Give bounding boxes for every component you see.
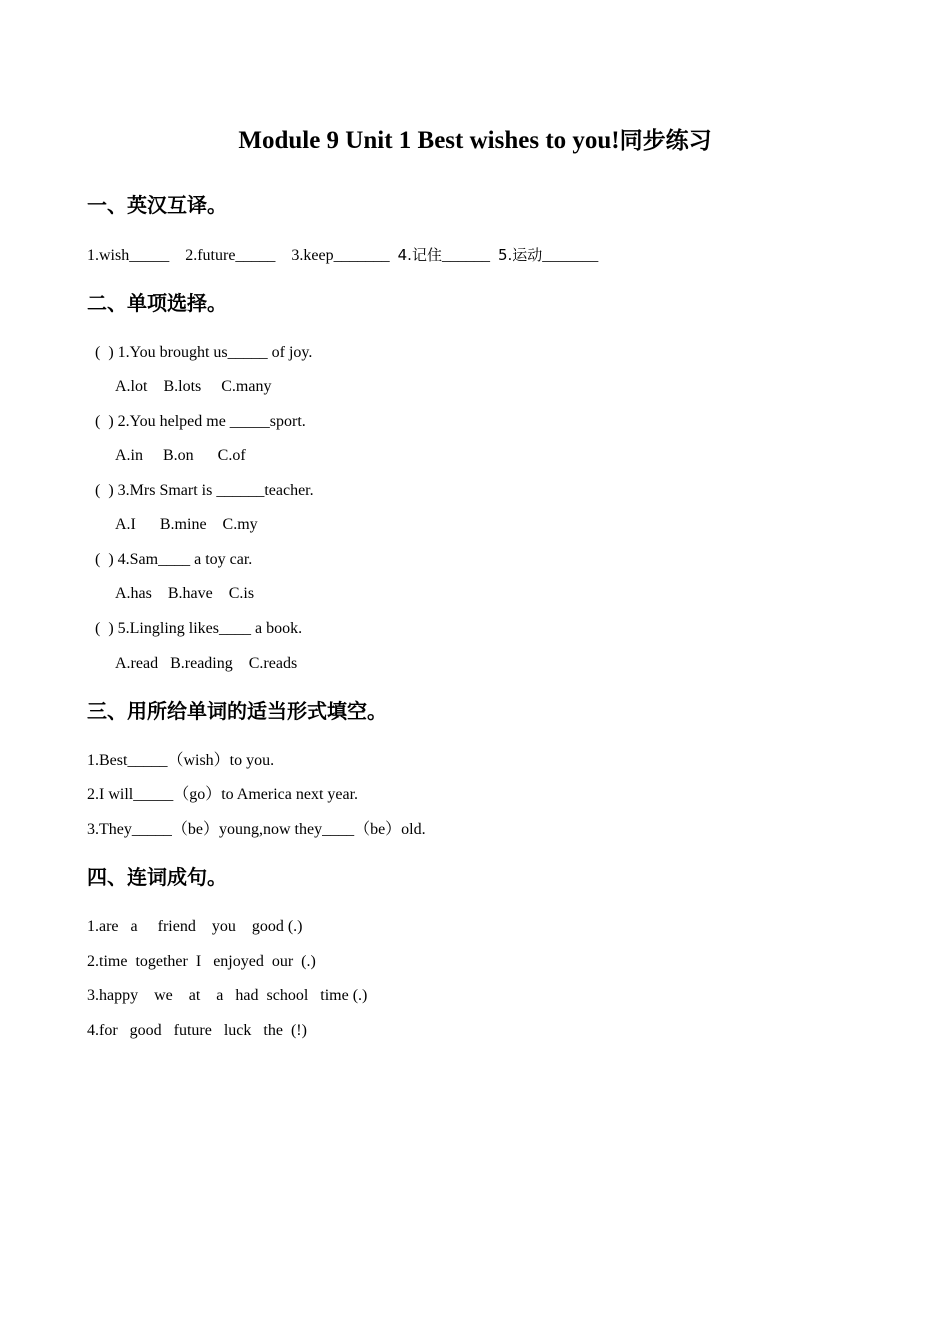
translation-blank-5: _______ [542,247,599,264]
section3-heading: 三、用所给单词的适当形式填空。 [87,699,387,723]
title-chinese: 同步练习 [619,128,712,154]
mc-options-3: A.I B.mine C.my [115,516,258,533]
mc-question-1: ( ) 1.You brought us_____ of joy. [95,344,313,361]
translation-row [87,244,598,267]
mc-question-3: ( ) 3.Mrs Smart is ______teacher. [95,482,314,499]
fill-blank-item-3: 3.They_____（be）young,now they____（be）old. [87,821,426,838]
translation-blank-4: ______ [441,247,498,264]
section2-heading: 二、单项选择。 [87,291,227,315]
sentence-item-2: 2.time together I enjoyed our (.) [87,953,316,970]
section4-heading: 四、连词成句。 [87,865,227,889]
mc-options-1: A.lot B.lots C.many [115,378,272,395]
mc-question-4: ( ) 4.Sam____ a toy car. [95,551,253,568]
translation-items-en: 1.wish_____ 2.future_____ 3.keep_______ [87,247,398,264]
mc-options-2: A.in B.on C.of [115,447,246,464]
sentence-item-4: 4.for good future luck the (!) [87,1022,307,1039]
mc-options-5: A.read B.reading C.reads [115,655,298,672]
fill-blank-item-1: 1.Best_____（wish）to you. [87,752,275,769]
section1-heading: 一、英汉互译。 [87,193,227,217]
sentence-item-1: 1.are a friend you good (.) [87,918,303,935]
translation-item-4: 4.记住 [397,246,442,264]
sentence-item-3: 3.happy we at a had school time (.) [87,987,368,1004]
page-title [0,124,950,158]
fill-blank-item-2: 2.I will_____（go）to America next year. [87,786,359,803]
translation-item-5: 5.运动 [497,246,543,264]
mc-question-2: ( ) 2.You helped me _____sport. [95,413,306,430]
title-english: Module 9 Unit 1 Best wishes to you! [238,127,620,154]
mc-question-5: ( ) 5.Lingling likes____ a book. [95,620,303,637]
mc-options-4: A.has B.have C.is [115,585,255,602]
